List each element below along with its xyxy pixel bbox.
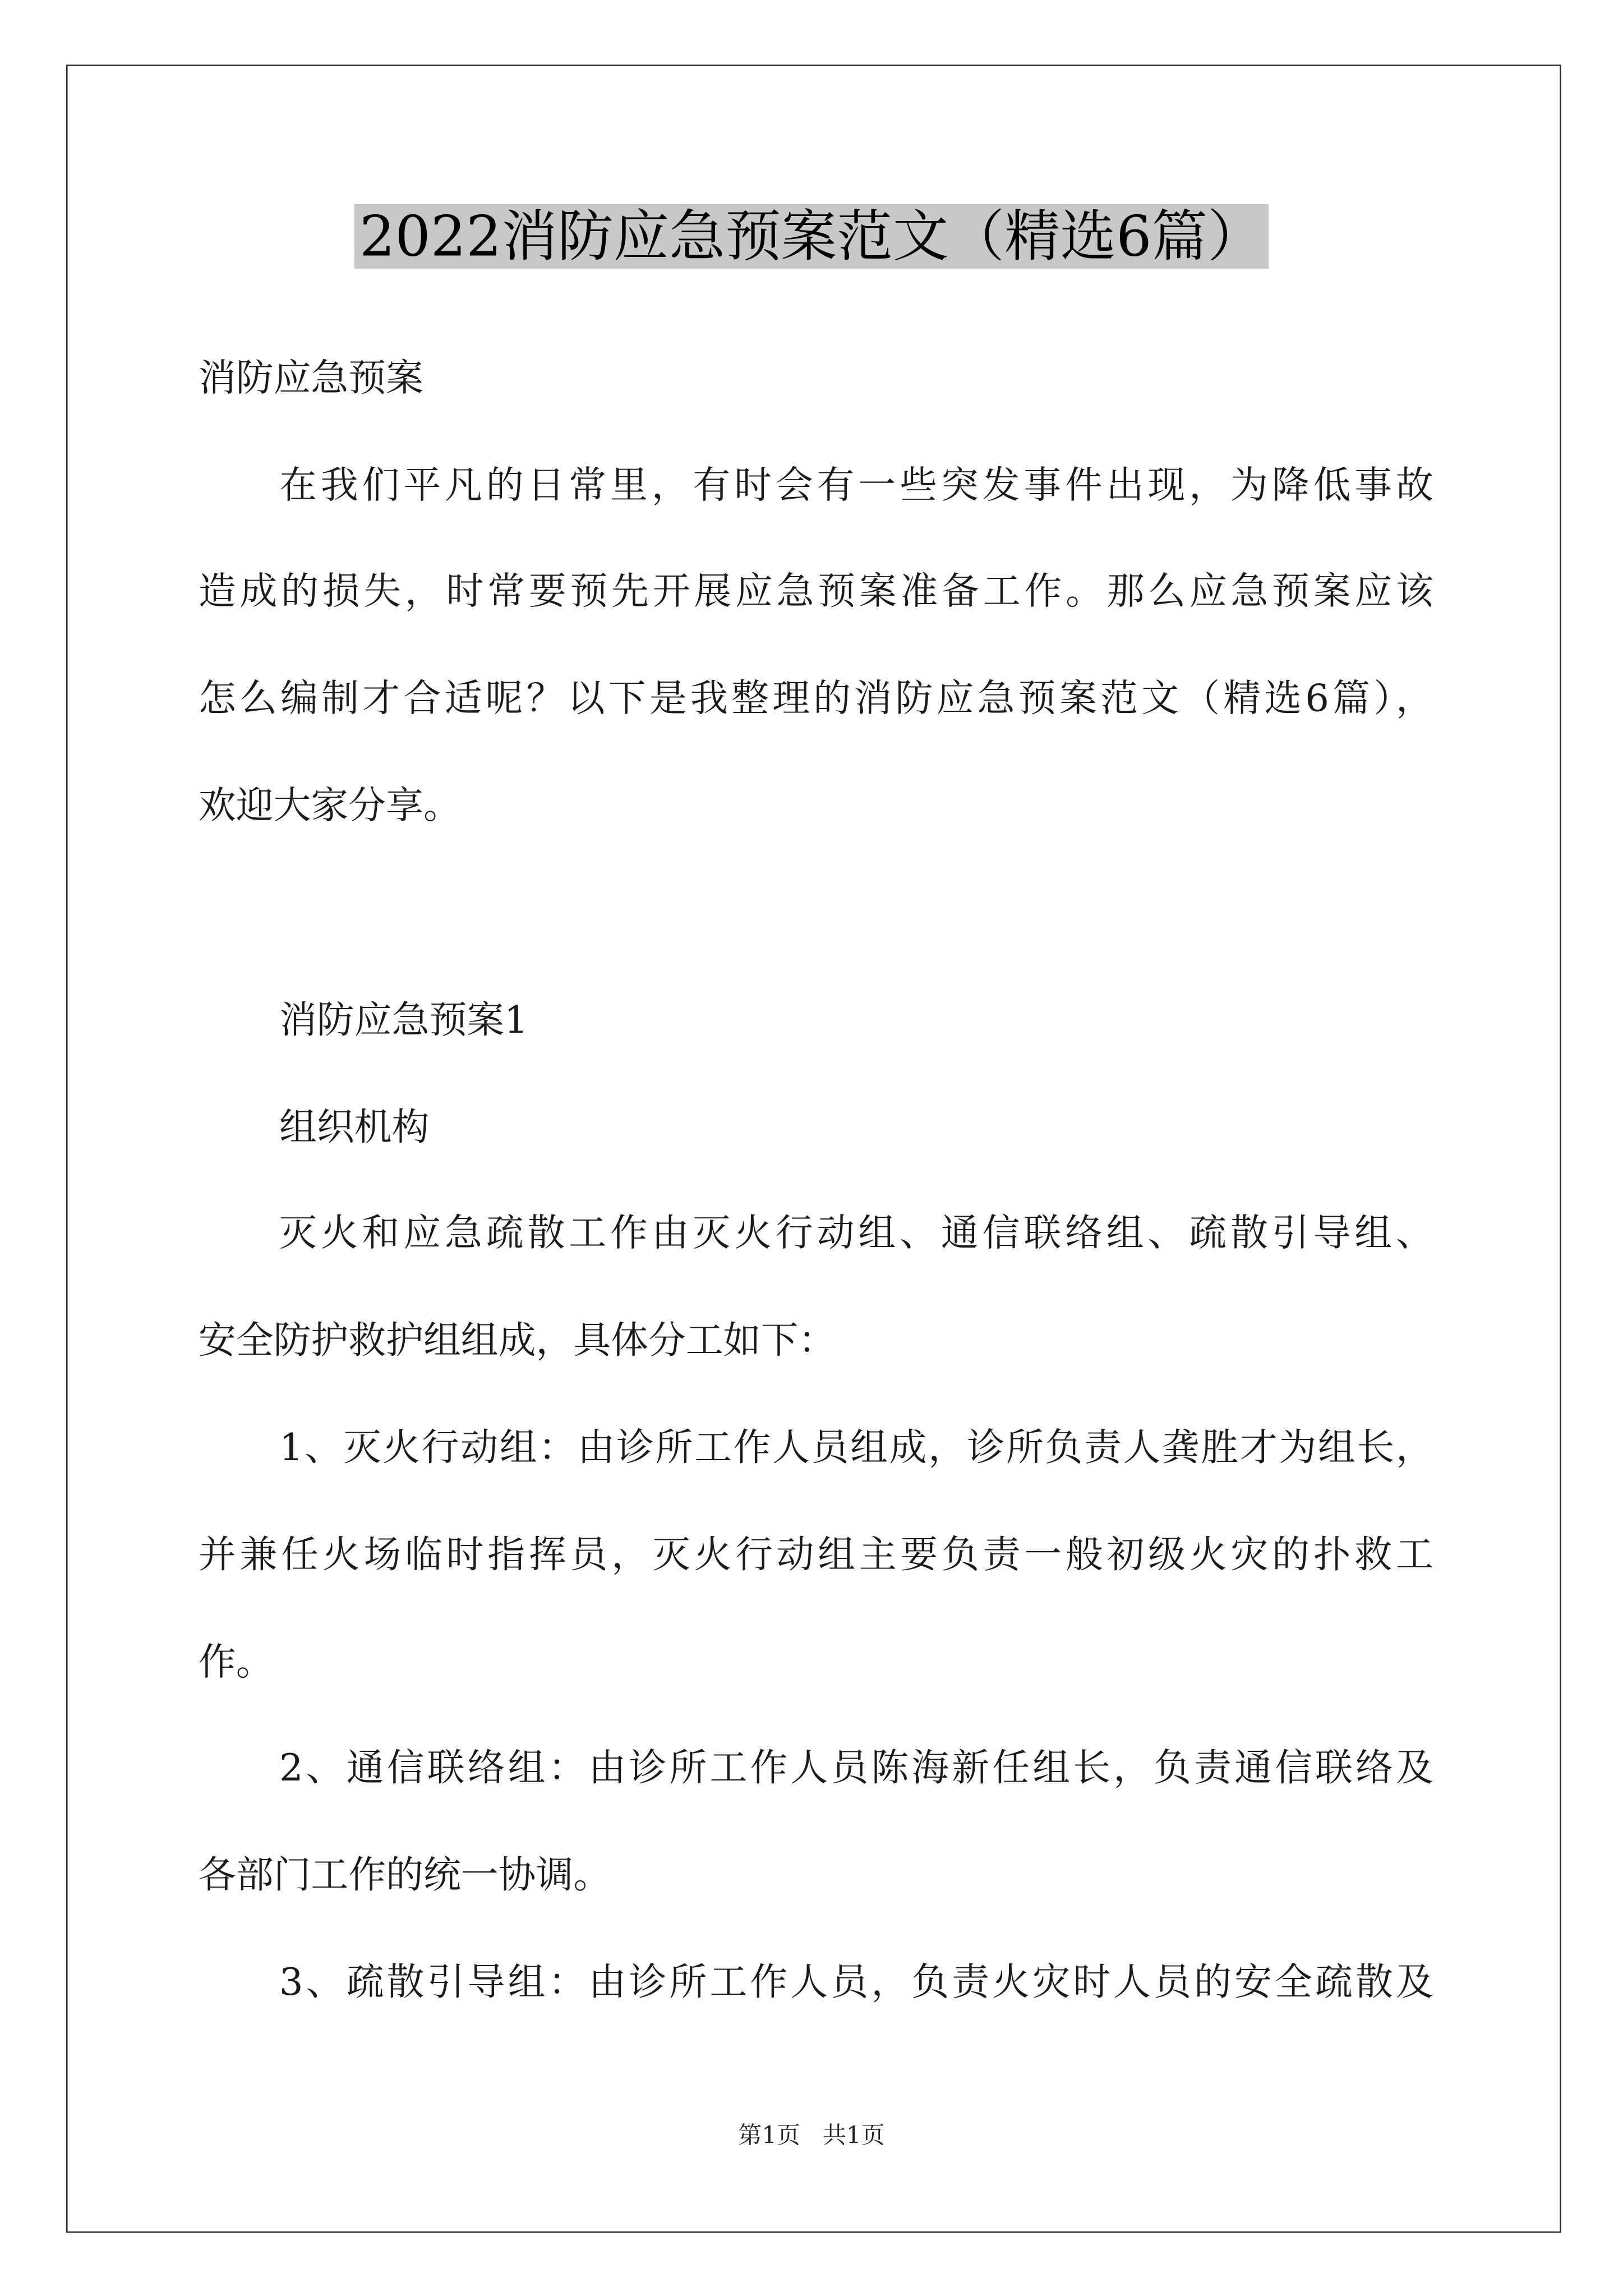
title-text: 2022消防应急预案范文（精选6篇）: [354, 204, 1270, 269]
section-heading: 消防应急预案1: [279, 999, 528, 1043]
item3-line-1: 3、疏散引导组：由诊所工作人员，负责火灾时人员的安全疏散及: [279, 1961, 1433, 2005]
org-intro-line-1: 灭火和应急疏散工作由灭火行动组、通信联络组、疏散引导组、: [279, 1212, 1433, 1256]
org-heading: 组织机构: [279, 1106, 430, 1151]
item2-line-1: 2、通信联络组：由诊所工作人员陈海新任组长，负责通信联络及: [279, 1746, 1433, 1791]
subtitle: 消防应急预案: [198, 357, 423, 401]
org-intro-line-2: 安全防护救护组组成，具体分工如下：: [198, 1319, 836, 1364]
document-title: [0, 195, 1623, 278]
page-footer: 第1页 共1页: [738, 2121, 885, 2150]
item1-line-3: 作。: [198, 1641, 274, 1685]
intro-line-1: 在我们平凡的日常里，有时会有一些突发事件出现，为降低事故: [279, 464, 1433, 509]
intro-line-3: 怎么编制才合适呢？以下是我整理的消防应急预案范文（精选6篇），: [198, 677, 1433, 721]
item1-line-1: 1、灭火行动组：由诊所工作人员组成，诊所负责人龚胜才为组长，: [279, 1426, 1433, 1471]
intro-line-2: 造成的损失，时常要预先开展应急预案准备工作。那么应急预案应该: [198, 570, 1433, 614]
intro-line-4: 欢迎大家分享。: [198, 784, 461, 829]
item1-line-2: 并兼任火场临时指挥员，灭火行动组主要负责一般初级火灾的扑救工: [198, 1533, 1433, 1578]
item2-line-2: 各部门工作的统一协调。: [198, 1853, 611, 1898]
